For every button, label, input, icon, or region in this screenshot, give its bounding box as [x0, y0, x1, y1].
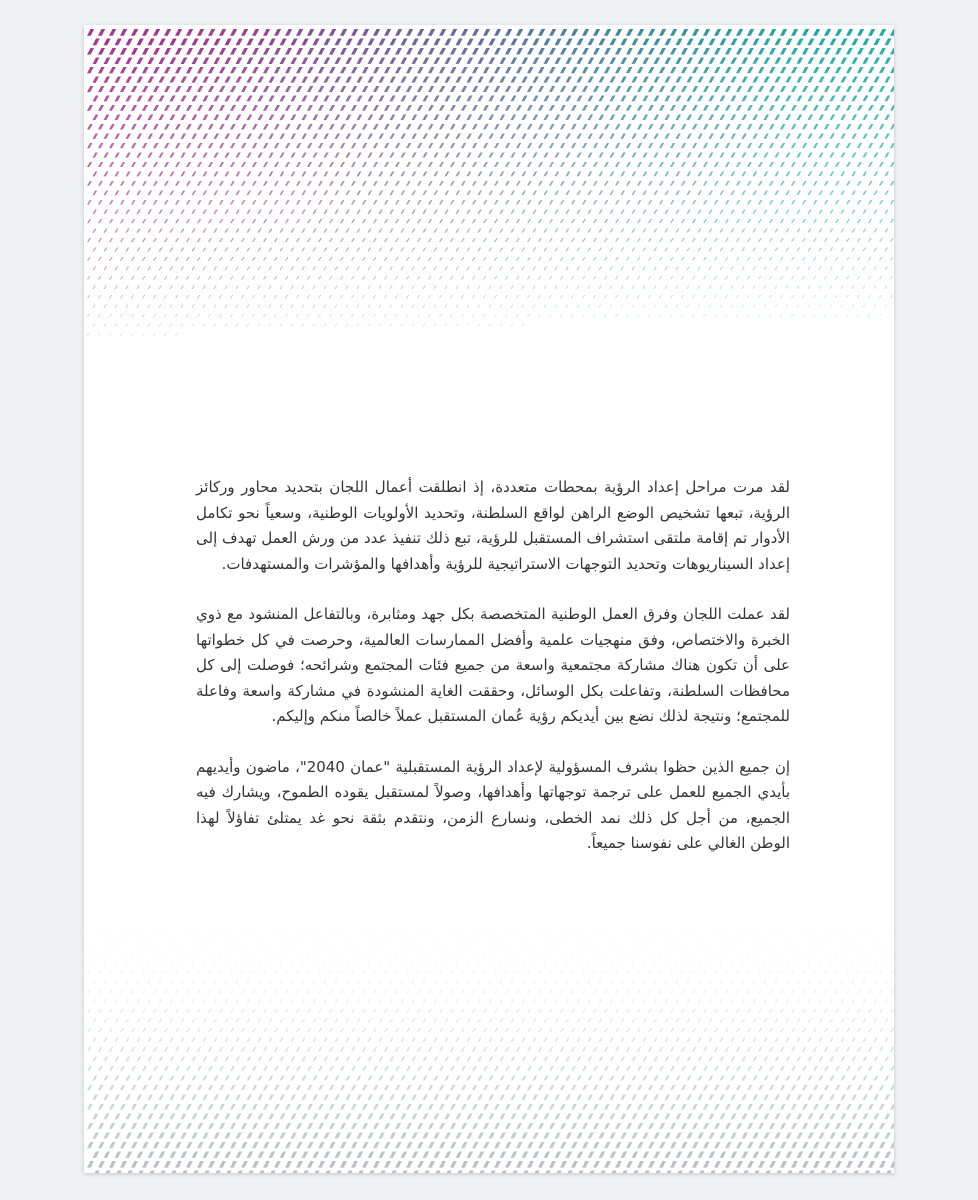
paragraph-3: إن جميع الذين حظوا بشرف المسؤولية لإعداد الرؤية المستقبلية "عمان 2040"، ماضون وأيديهم بأيدي الجميع للعمل على ترجمة توجهاتها وأهدافها، وصولاً لمستقبل يقوده الطموح، ويشارك فيه الجميع، من أجل كل ذلك نمد الخطى، ونسارع الزمن، ونتقدم بثقة نحو غد يمتلئ تفاؤلاً لهذا الوطن الغالي على نفوسنا جميعاً. — [196, 757, 790, 852]
document-page — [84, 25, 894, 1173]
paragraph-1: لقد مرت مراحل إعداد الرؤية بمحطات متعددة، إذ انطلقت أعمال اللجان بتحديد محاور وركائز الرؤية، تبعها تشخيص الوضع الراهن لواقع السلطنة، وتحديد الأولويات الوطنية، وسعياً نحو تكامل الأدوار تم إقامة ملتقى استشراف المستقبل للرؤية، تبع ذلك تنفيذ عدد من ورش العمل تهدف إلى إعداد السيناريوهات وتحديد التوجهات الاستراتيجية للرؤية وأهدافها والمؤشرات والمستهدفات. — [196, 478, 790, 573]
bottom-halftone-pattern — [84, 893, 894, 1173]
paragraph-2: لقد عملت اللجان وفرق العمل الوطنية المتخصصة بكل جهد ومثابرة، وبالتفاعل المنشود مع ذوي الخبرة والاختصاص، وفق منهجيات علمية وأفضل الممارسات العالمية، وحرصت في كل خطواتها على أن تكون هناك مشاركة مجتمعية واسعة من جميع فئات المجتمع وشرائحه؛ فوصلت إلى كل محافظات السلطنة، وتفاعلت بكل الوسائل، وحققت الغاية المنشودة في مشاركة واسعة وفاعلة للمجتمع؛ ونتيجة لذلك نضع بين أيديكم رؤية عُمان المستقبل عملاً خالصاً منكم وإليكم. — [196, 605, 790, 725]
body-text — [196, 475, 790, 882]
top-halftone-pattern — [84, 25, 894, 385]
